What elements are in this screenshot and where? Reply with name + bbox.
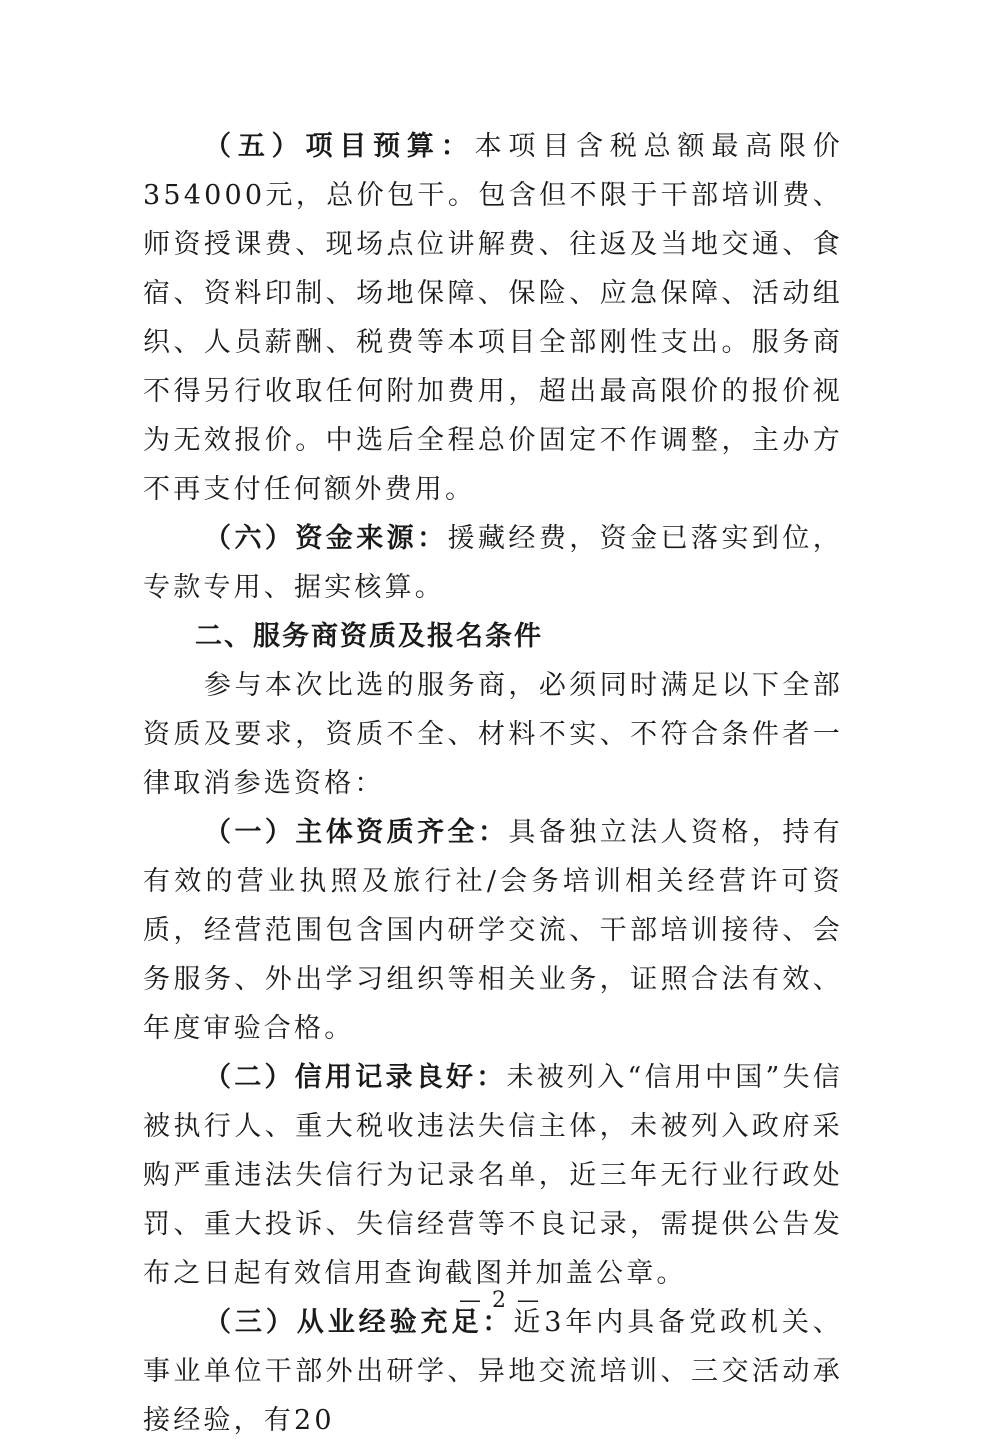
paragraph-text: 本项目含税总额最高限价354000元，总价包干。包含但不限于干部培训费、师资授课费、现场点位讲解费、往返及当地交通、食宿、资料印制、场地保障、保险、应急保障、活动组织、人员薪酬、税费等本项目全部刚性支出。服务商不得另行收取任何附加费用，超出最高限价的报价视为无效报价。中选后全程总价固定不作调整，主办方不再支付任何额外费用。 [143, 131, 843, 505]
condition-text: 近3年内具备党政机关、事业单位干部外出研学、异地交流培训、三交活动承接经验，有20 [143, 1307, 843, 1436]
paragraph-text: 援藏经费，资金已落实到位，专款专用、据实核算。 [143, 523, 843, 603]
condition-entity-qualification [143, 808, 843, 1053]
condition-label: （一）主体资质齐全： [204, 817, 509, 848]
condition-label: （二）信用记录良好： [204, 1062, 507, 1093]
page-number: — 2 — [459, 1288, 541, 1313]
paragraph-budget [143, 122, 843, 514]
condition-label: （三）从业经验充足： [204, 1307, 514, 1338]
paragraph-label: （五）项目预算： [204, 131, 475, 162]
paragraph-funding-source [143, 514, 843, 612]
paragraph-intro: 参与本次比选的服务商，必须同时满足以下全部资质及要求，资质不全、材料不实、不符合条件者一律取消参选资格： [143, 670, 843, 799]
condition-text: 未被列入“信用中国”失信被执行人、重大税收违法失信主体，未被列入政府采购严重违法失信行为记录名单，近三年无行业行政处罚、重大投诉、失信经营等不良记录，需提供公告发布之日起有效信用查询截图并加盖公章。 [143, 1062, 843, 1289]
paragraph-label: （六）资金来源： [204, 523, 448, 554]
document-body [143, 122, 843, 1445]
condition-credit-record [143, 1053, 843, 1298]
section-heading: 二、服务商资质及报名条件 [195, 621, 543, 652]
condition-experience [143, 1298, 843, 1445]
condition-text: 具备独立法人资格，持有有效的营业执照及旅行社/会务培训相关经营许可资质，经营范围包含国内研学交流、干部培训接待、会务服务、外出学习组织等相关业务，证照合法有效、年度审验合格。 [143, 817, 844, 1044]
